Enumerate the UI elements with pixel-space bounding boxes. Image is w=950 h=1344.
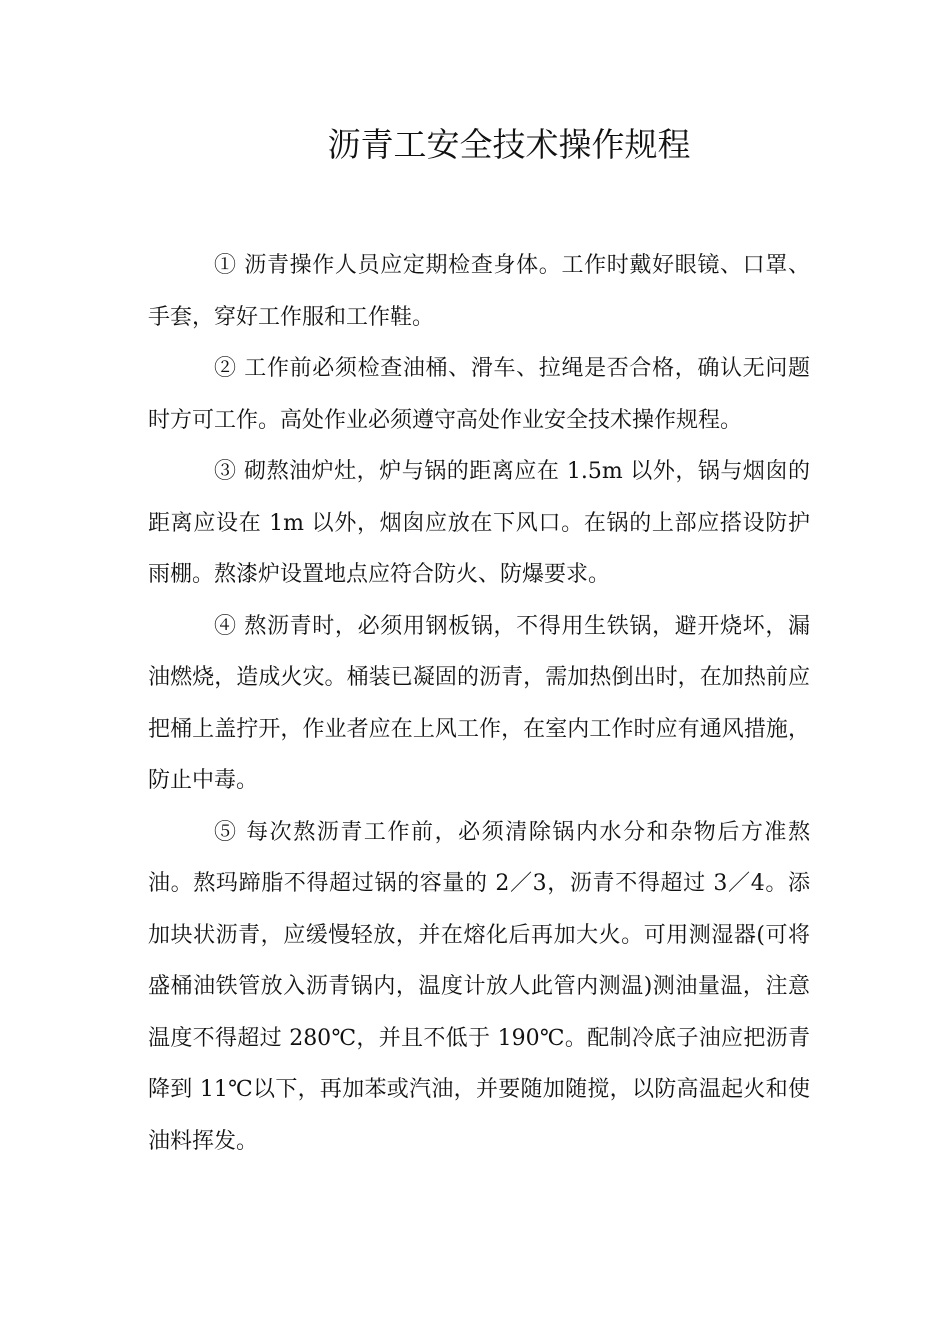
paragraph-2: ② 工作前必须检查油桶、滑车、拉绳是否合格，确认无问题时方可工作。高处作业必须遵守高处作业安全技术操作规程。 [148, 356, 810, 433]
document-body [148, 240, 810, 1167]
paragraph-4: ④ 熬沥青时，必须用钢板锅，不得用生铁锅，避开烧坏，漏油燃烧，造成火灾。桶装已凝固的沥青，需加热倒出时，在加热前应把桶上盖拧开，作业者应在上风工作，在室内工作时应有通风措施，防止中毒。 [148, 613, 810, 793]
paragraph-3: ③ 砌熬油炉灶，炉与锅的距离应在 1.5m 以外，锅与烟囱的距离应设在 1m 以外，烟囱应放在下风口。在锅的上部应搭设防护雨棚。熬漆炉设置地点应符合防火、防爆要求。 [148, 459, 810, 587]
paragraph-5: ⑤ 每次熬沥青工作前，必须清除锅内水分和杂物后方准熬油。熬玛蹄脂不得超过锅的容量的 2／3，沥青不得超过 3／4。添加块状沥青，应缓慢轻放，并在熔化后再加大火。可用测湿器(可将盛桶油铁管放入沥青锅内，温度计放人此管内测温)测油量温，注意温度不得超过 280℃，并且不低于 190℃。配制冷底子油应把沥青降到 11℃以下，再加苯或汽油，并要随加随搅，以防高温起火和使油料挥发。 [148, 819, 810, 1154]
paragraph-1: ① 沥青操作人员应定期检查身体。工作时戴好眼镜、口罩、手套，穿好工作服和工作鞋。 [148, 253, 810, 330]
document-title: 沥青工安全技术操作规程 [327, 125, 691, 164]
